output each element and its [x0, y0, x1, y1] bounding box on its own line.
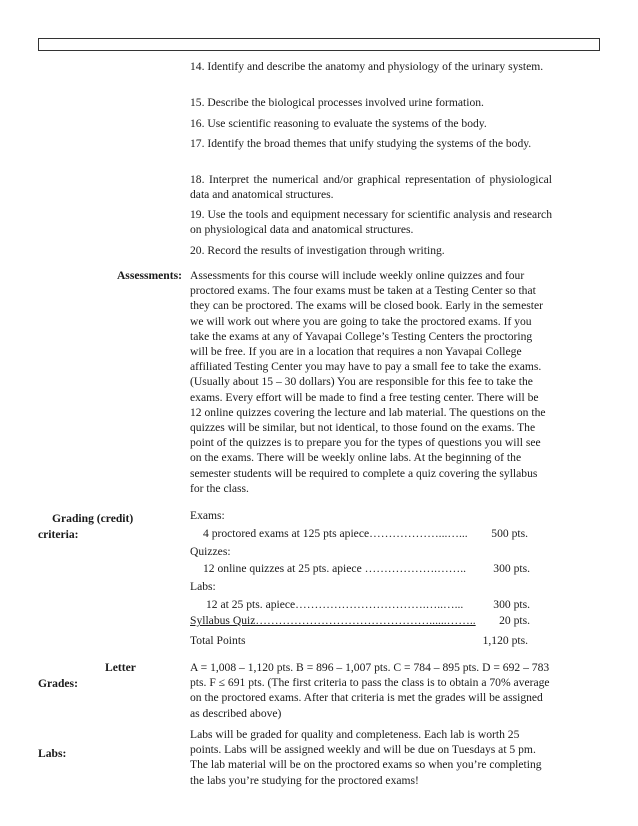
assessments-label: Assessments: — [116, 269, 182, 282]
outcome-16: 16. Use scientific reasoning to evaluate the systems of the body. — [190, 117, 487, 130]
quizzes-row — [190, 561, 552, 576]
grades-label: Grades: — [38, 677, 78, 690]
outcome-20: 20. Record the results of investigation through writing. — [190, 244, 445, 257]
syllabus-line: Syllabus Quiz………………………………………......…….. — [190, 614, 476, 627]
total-pts: 1,120 pts. — [482, 634, 528, 647]
outcome-19: 19. Use the tools and equipment necessary for scientific analysis and research on physiological data and anatomical structures. — [190, 208, 552, 237]
labs-line: 12 at 25 pts. apiece…………………………….…..…... — [206, 598, 464, 611]
exams-row — [190, 526, 552, 541]
outcome-17: 17. Identify the broad themes that unify studying the systems of the body. — [190, 137, 532, 150]
assessments-text: Assessments for this course will include weekly online quizzes and four proctored exams. The four exams must be taken at a Testing Center so that they can be proctored. The exams will be closed book. Early in the semester we will work out where you are going to take the proctored exams. If you take the exams at any of Yavapai College’s Testing Centers the proctoring will be free. If you are in a location that requires a non Yavapai College affiliated Testing Center you may have to pay a small fee to take the exams. (Usually about 15 – 30 dollars) You are responsible for this fee to take the exams. Every effort will be made to find a free testing center. There will be 12 online quizzes covering the lecture and lab material. The questions on the quizzes will be similar, but not identical, to those found on the exams. The point of the quizzes is to prepare you for the types of questions you will see on the exams. There will be weekly online labs. At the beginning of the semester students will be required to complete a quiz covering the syllabus for the class. — [190, 269, 546, 495]
exams-pts: 500 pts. — [491, 527, 528, 540]
labs-heading: Labs: — [190, 580, 216, 593]
header-box — [38, 38, 600, 51]
labs-row — [190, 597, 552, 612]
labs-pts: 300 pts. — [493, 598, 530, 611]
total-label: Total Points — [190, 634, 246, 647]
grading-label-criteria: criteria: — [38, 528, 79, 541]
grading-label: Grading (credit) — [52, 512, 134, 525]
letter-grades-text: A = 1,008 – 1,120 pts. B = 896 – 1,007 pts. C = 784 – 895 pts. D = 692 – 783 pts. F ≤ 691 pts. (The first criteria to pass the class is to obtain a 70% average on the proctored exams. After that criteria is met the grades will be assigned as described above) — [190, 661, 550, 720]
letter-label: Letter — [105, 661, 136, 674]
quizzes-line: 12 online quizzes at 25 pts. apiece ……………….…….. — [203, 562, 467, 575]
total-row — [190, 633, 552, 648]
quizzes-heading: Quizzes: — [190, 545, 231, 558]
labs-text: Labs will be graded for quality and completeness. Each lab is worth 25 points. Labs will be assigned weekly and will be due on Tuesdays at 5 pm. The lab material will be on the proctored exams so when you’re completing the labs you’re studying for the proctored exams! — [190, 728, 542, 787]
outcome-18: 18. Interpret the numerical and/or graphical representation of physiological data and anatomical structures. — [190, 173, 552, 202]
exams-heading: Exams: — [190, 509, 225, 522]
exams-line: 4 proctored exams at 125 pts apiece………………...…... — [203, 527, 468, 540]
quizzes-pts: 300 pts. — [493, 562, 530, 575]
outcome-14: 14. Identify and describe the anatomy and physiology of the urinary system. — [190, 60, 544, 73]
syllabus-pts: 20 pts. — [499, 614, 530, 627]
labs-label: Labs: — [38, 747, 67, 760]
syllabus-row — [190, 613, 552, 628]
outcome-15: 15. Describe the biological processes involved urine formation. — [190, 96, 484, 109]
